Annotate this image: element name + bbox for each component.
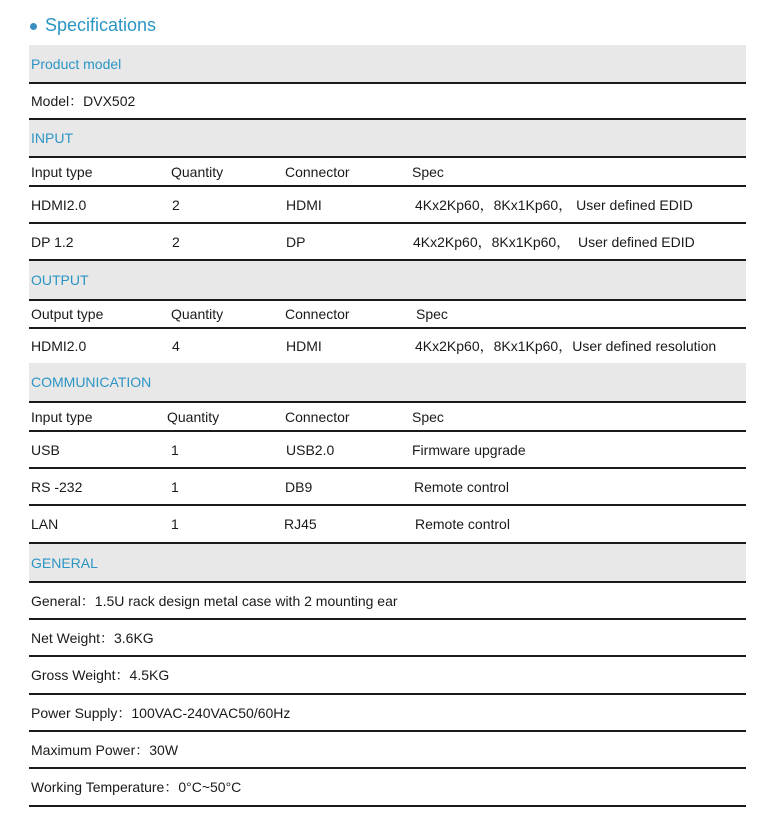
table-row — [29, 224, 746, 261]
section-header-general — [29, 544, 746, 583]
cell: 4Kx2Kp60，8Kx1Kp60，User defined resolution — [415, 338, 717, 354]
cell: HDMI — [286, 338, 322, 354]
cell: 1 — [171, 516, 179, 532]
table-row — [29, 432, 746, 469]
section-header-output — [29, 261, 746, 301]
spec-row-net-weight — [29, 620, 746, 657]
table-header-row — [29, 403, 746, 432]
spec-table — [29, 45, 746, 807]
cell: 4Kx2Kp60，8Kx1Kp60， User defined EDID — [415, 196, 693, 213]
section-label: Product model — [31, 55, 122, 72]
spec-row-max-power — [29, 732, 746, 769]
cell: HDMI — [286, 196, 322, 213]
bullet-icon — [30, 23, 37, 30]
column-header: Output type — [31, 306, 104, 322]
spec-text: Maximum Power：30W — [31, 741, 179, 758]
cell: 1 — [171, 441, 179, 458]
spec-row-general — [29, 583, 746, 620]
cell: Firmware upgrade — [412, 441, 526, 458]
cell: DP 1.2 — [31, 233, 74, 250]
cell: DB9 — [285, 478, 313, 495]
cell: LAN — [31, 516, 59, 532]
section-label: COMMUNICATION — [31, 374, 152, 390]
cell: 4 — [172, 338, 180, 354]
table-row — [29, 506, 746, 544]
cell: DP — [286, 233, 306, 250]
spec-text: Power Supply：100VAC-240VAC50/60Hz — [31, 704, 291, 721]
cell: 4Kx2Kp60，8Kx1Kp60， User defined EDID — [413, 233, 695, 250]
cell: 2 — [172, 196, 180, 213]
spec-text: Model：DVX502 — [31, 93, 136, 109]
spec-row-working-temp — [29, 769, 746, 807]
cell: USB2.0 — [286, 441, 335, 458]
spec-text: Net Weight：3.6KG — [31, 629, 154, 646]
section-label: OUTPUT — [31, 272, 89, 288]
table-row — [29, 329, 746, 363]
section-header-product — [29, 45, 746, 84]
column-header: Spec — [412, 163, 444, 180]
column-header: Input type — [31, 163, 93, 180]
column-header: Connector — [285, 306, 350, 322]
section-label: INPUT — [31, 130, 73, 146]
spec-row-gross-weight — [29, 657, 746, 695]
page-title-text: Specifications — [45, 14, 157, 35]
cell: RS -232 — [31, 478, 83, 495]
column-header: Connector — [285, 163, 350, 180]
cell: Remote control — [415, 516, 510, 532]
column-header: Spec — [416, 306, 448, 322]
column-header: Quantity — [167, 408, 220, 425]
table-row — [29, 469, 746, 506]
column-header: Input type — [31, 408, 93, 425]
spec-row-power-supply — [29, 695, 746, 732]
table-row — [29, 187, 746, 224]
table-header-row — [29, 301, 746, 329]
cell: Remote control — [414, 478, 509, 495]
cell: HDMI2.0 — [31, 196, 87, 213]
cell: HDMI2.0 — [31, 338, 87, 354]
spec-text: General：1.5U rack design metal case with 2 mounting ear — [31, 592, 398, 609]
spec-row-model — [29, 84, 746, 120]
column-header: Spec — [412, 408, 444, 425]
section-label: GENERAL — [31, 554, 98, 571]
section-header-communication — [29, 363, 746, 403]
section-header-input — [29, 120, 746, 158]
column-header: Connector — [285, 408, 350, 425]
spec-text: Gross Weight：4.5KG — [31, 667, 170, 683]
cell: USB — [31, 441, 60, 458]
cell: RJ45 — [284, 516, 317, 532]
page-title — [30, 12, 156, 38]
spec-text: Working Temperature：0°C~50°C — [31, 779, 242, 795]
cell: 1 — [171, 478, 179, 495]
table-header-row — [29, 158, 746, 187]
cell: 2 — [172, 233, 180, 250]
column-header: Quantity — [171, 163, 224, 180]
column-header: Quantity — [171, 306, 224, 322]
